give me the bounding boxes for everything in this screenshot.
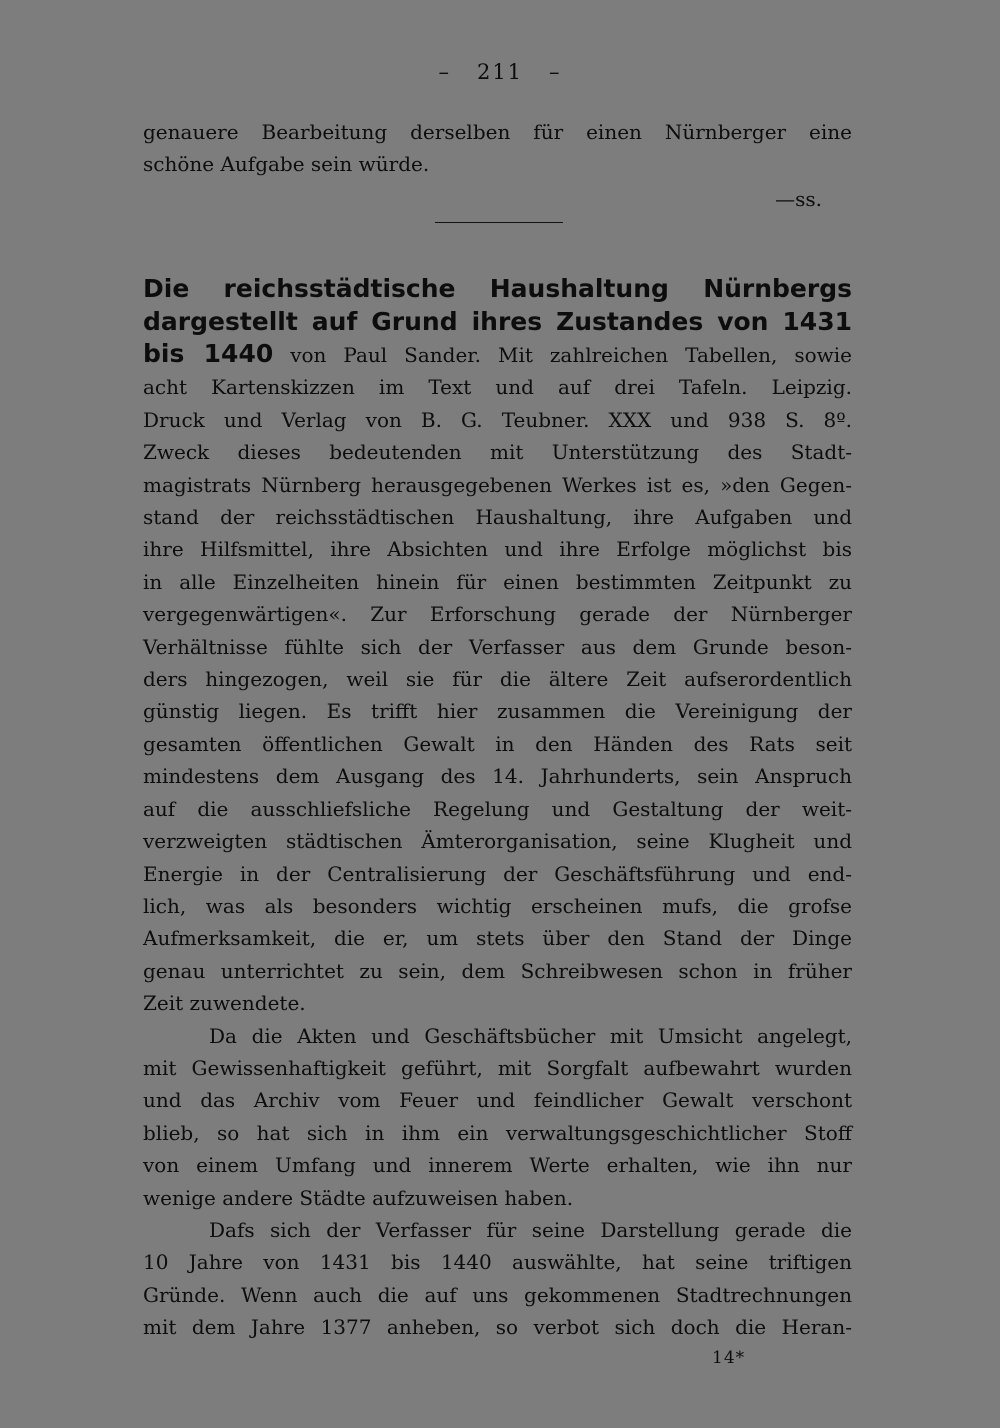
text-line: mindestens dem Ausgang des 14. Jahrhunderts, sein Anspruch: [143, 764, 852, 789]
review-body: [143, 338, 852, 1344]
text-line: schöne Aufgabe sein würde.: [143, 152, 430, 177]
text-line: und das Archiv vom Feuer und feindlicher Gewalt verschont: [143, 1088, 852, 1113]
text-segment: von Paul Sander. Mit zahlreichen Tabellen, sowie: [273, 343, 852, 367]
title-tail: bis 1440: [143, 339, 274, 368]
author-signature: —ss.: [775, 187, 822, 211]
page-number: 211: [476, 60, 524, 84]
text-line: auf die ausschliefsliche Regelung und Gestaltung der weit-: [143, 796, 852, 821]
text-line: in alle Einzelheiten hinein für einen bestimmten Zeitpunkt zu: [143, 569, 852, 594]
intro-paragraph: [143, 116, 852, 181]
text-line: blieb, so hat sich in ihm ein verwaltungsgeschichtlicher Stoff: [143, 1120, 852, 1145]
text-line: Gründe. Wenn auch die auf uns gekommenen Stadtrechnungen: [143, 1282, 852, 1307]
section-divider: [435, 222, 563, 223]
header-dash-right: –: [549, 60, 562, 84]
title-body-line: [143, 338, 852, 371]
text-line: Druck und Verlag von B. G. Teubner. XXX und 938 S. 8º.: [143, 407, 852, 432]
text-line: Dafs sich der Verfasser für seine Darstellung gerade die: [209, 1217, 852, 1242]
header-dash-left: –: [438, 60, 451, 84]
review-title: [143, 272, 852, 338]
text-line: verzweigten städtischen Ämterorganisation, seine Klugheit und: [143, 829, 852, 854]
text-line: gesamten öffentlichen Gewalt in den Händen des Rats seit: [143, 731, 852, 756]
text-line: Zweck dieses bedeutenden mit Unterstützung des Stadt-: [143, 440, 852, 465]
text-line: vergegenwärtigen«. Zur Erforschung gerade der Nürnberger: [143, 602, 852, 627]
text-line: acht Kartenskizzen im Text und auf drei Tafeln. Leipzig.: [143, 375, 852, 400]
text-line: Energie in der Centralisierung der Geschäftsführung und end-: [143, 861, 852, 886]
text-line: stand der reichsstädtischen Haushaltung, ihre Aufgaben und: [143, 505, 852, 530]
text-line: Da die Akten und Geschäftsbücher mit Umsicht angelegt,: [209, 1023, 852, 1048]
text-line: Zeit zuwendete.: [143, 991, 306, 1016]
title-line: Die reichsstädtische Haushaltung Nürnbergs: [143, 274, 852, 303]
text-line: Verhältnisse fühlte sich der Verfasser aus dem Grunde beson-: [143, 634, 852, 659]
text-line: lich, was als besonders wichtig erscheinen mufs, die grofse: [143, 893, 852, 918]
text-line: von einem Umfang und innerem Werte erhalten, wie ihn nur: [143, 1153, 852, 1178]
text-line: ihre Hilfsmittel, ihre Absichten und ihre Erfolge möglichst bis: [143, 537, 852, 562]
text-line: mit dem Jahre 1377 anheben, so verbot sich doch die Heran-: [143, 1315, 852, 1340]
text-line: ders hingezogen, weil sie für die ältere Zeit aufserordentlich: [143, 667, 852, 692]
text-line: wenige andere Städte aufzuweisen haben.: [143, 1185, 574, 1210]
text-line: genau unterrichtet zu sein, dem Schreibwesen schon in früher: [143, 958, 852, 983]
text-line: magistrats Nürnberg herausgegebenen Werkes ist es, »den Gegen-: [143, 472, 852, 497]
text-line: Aufmerksamkeit, die er, um stets über den Stand der Dinge: [143, 926, 852, 951]
text-line: 10 Jahre von 1431 bis 1440 auswählte, hat seine triftigen: [143, 1250, 852, 1275]
title-line: dargestellt auf Grund ihres Zustandes von 1431: [143, 307, 852, 336]
signature-mark: 14*: [712, 1348, 746, 1368]
text-line: genauere Bearbeitung derselben für einen Nürnberger eine: [143, 120, 852, 144]
text-line: günstig liegen. Es trifft hier zusammen die Vereinigung der: [143, 699, 852, 724]
page-header: [0, 60, 1000, 84]
text-line: mit Gewissenhaftigkeit geführt, mit Sorgfalt aufbewahrt wurden: [143, 1055, 852, 1080]
